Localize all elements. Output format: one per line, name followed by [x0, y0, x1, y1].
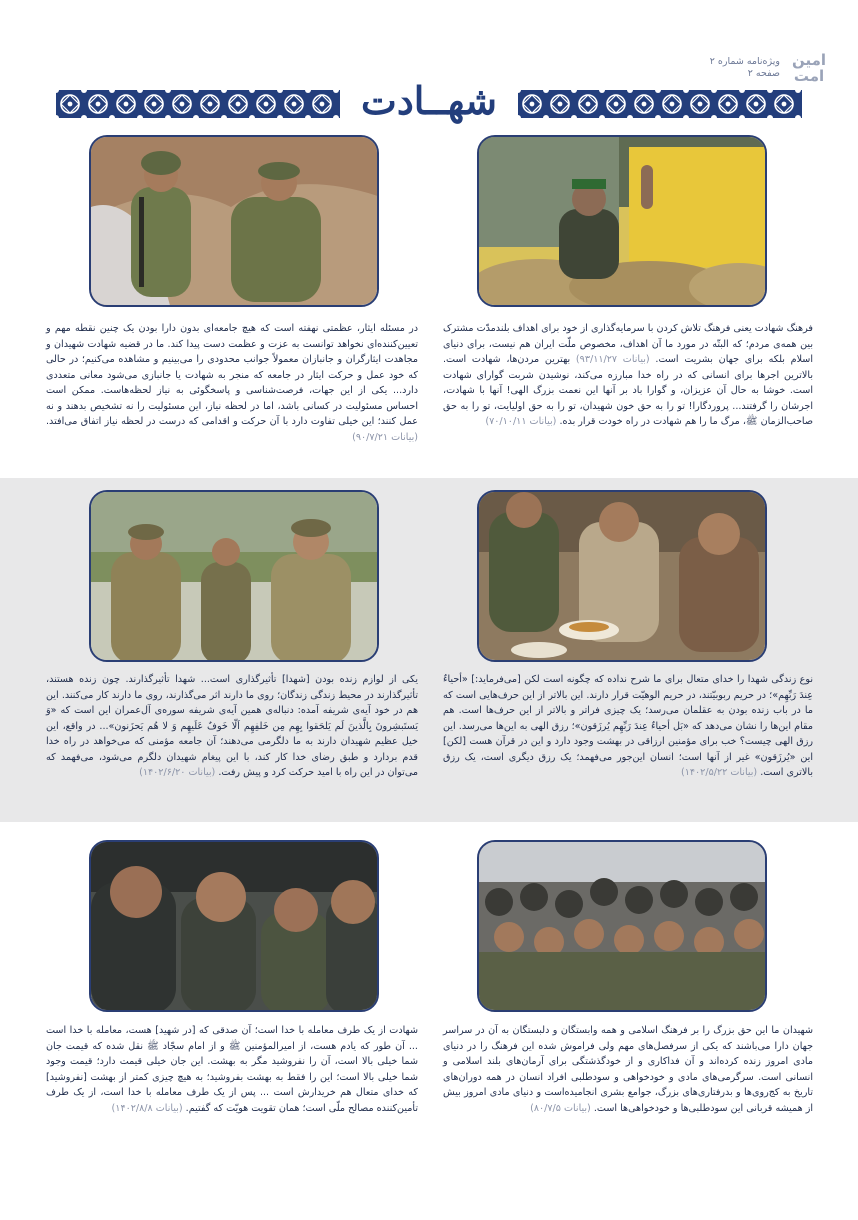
- crowd-of-fighters-image: [479, 842, 767, 1012]
- rezgh-body: [443, 672, 813, 781]
- hagh-photo: [477, 840, 767, 1012]
- page-number: صفحه ۲: [747, 68, 780, 79]
- rezgh-ref: (بیانات ۱۴۰۲/۵/۲۲): [680, 767, 758, 778]
- issue-info: [692, 56, 780, 80]
- logo-line-1: امین: [791, 51, 827, 69]
- moamele-text: شهادت از یک طرف معامله با خدا است؛ آن صدقی که [در شهید] هست، معامله با خدا است ... آن طور که یادم هست، از امیرالمؤمنین ﷺ و از امام سجّاد ﷺ نقل شده که قیمت جان شما خیلی بالا است، آن را نفروشید مگر به بهشت. این جان خیلی قیمت دارد؛ قیمت وجود شما خیلی بالا است؛ این را فقط به بهشت بفروشید؛ به هیچ چیزی کمتر از بهشت [نفروشید] که خدای متعال هم خریدارش است ... پس از یک طرف معامله با خدا است، از یک طرف تأمین‌کننده مصالح ملّی است؛ همان تقویت هویّت که گفتیم.: [46, 1025, 418, 1114]
- khosha-photo: [477, 135, 767, 307]
- khosha-ref-1: (بیانات ۹۳/۱۱/۲۷): [575, 354, 650, 365]
- ornament-band-right: [518, 90, 802, 118]
- rezgh-photo: [477, 490, 767, 662]
- tasir-photo: [89, 490, 379, 662]
- bearded-fighters-closeup-image: [91, 842, 379, 1012]
- moamele-photo: [89, 840, 379, 1012]
- page-header: [0, 0, 858, 130]
- azemat-body: [46, 321, 418, 445]
- tasir-body: [46, 672, 418, 781]
- khosha-text-1: فرهنگ شهادت یعنی فرهنگ تلاش کردن با سرمایه‌گذاری از خود برای اهداف بلندمدّت مشترک بین همه‌ی مردم؛ که البتّه در مورد ما آن اهداف، مخصوص ملّت ایران هم نیست، برای دنیای اسلام بلکه برای جهان بشریت است.: [443, 323, 814, 365]
- fighters-sharing-meal-image: [479, 492, 767, 662]
- tasir-ref: (بیانات ۱۴۰۲/۶/۲۰): [139, 767, 216, 778]
- hagh-body: [443, 1023, 813, 1116]
- tasir-text: یکی از لوازم زنده بودن [شهدا] تأثیرگذاری است... شهدا تأثیرگذارند. چون زنده هستند، تأثیرگذارند در محیط زندگی زندگان؛ روی ما دارند اثر می‌گذارند، روی ما دارند کار می‌کنند. این هم در خود آیه‌ی شریفه آمده: دنباله‌ی همین آیه‌ی شریفه سوره‌ی آل‌عمران این است که «وَ یَستَبشِرونَ بِالَّذینَ لَم یَلحَقوا بِهِم مِن خَلفِهِم اَلّا خَوفٌ عَلَیهِم وَ لا هُم یَحزَنون»... در واقع، این خیل عظیم شهیدان دارند به ما دلگرمی می‌دهند؛ آن جامعه مؤمنی که می‌خواهد در راه خدا قدم بردارد و طبق رضای خدا کار کند، با این پیغام شهیدان دلگرم می‌شود، می‌فهمد که می‌توان در این راه با امید حرکت کرد و پیش رفت.: [46, 674, 418, 778]
- hagh-text: شهیدان ما این حق بزرگ را بر فرهنگ اسلامی و همه وابستگان و دلبستگان به آن در سراسر جهان دارا می‌باشند که یکی از سرفصل‌های مهم ولی فراموش شده این فرهنگ را در دنیای مادی امروز زنده کرده‌اند و آن فداکاری و از خودگذشتگی برای آرمان‌های بلند اسلامی و انسانی است. سرگرمی‌های مادی و خودخواهی و سودطلبی افراد انسان در همه دوران‌های تاریخ به کج‌روی‌ها و بدرفتاری‌های بزرگ، جوامع بشری انجامیده‌است و دنیای مادی امروز بیش از همیشه قربانی این سودطلبی‌ها و خودخواهی‌ها است.: [443, 1025, 813, 1114]
- commander-with-raised-hand-image: [479, 137, 767, 307]
- azemat-ref: (بیانات ۹۰/۷/۲۱): [352, 431, 418, 443]
- ornament-band-left: [56, 90, 340, 118]
- khosha-body: [443, 321, 813, 430]
- officers-walking-image: [91, 492, 379, 662]
- azemat-photo: [89, 135, 379, 307]
- soldiers-in-trench-image: [91, 137, 379, 307]
- issue-number: ویژه‌نامه شماره ۲: [709, 56, 780, 67]
- moamele-body: [46, 1023, 418, 1116]
- page-title: شهــادت: [361, 78, 497, 123]
- publication-logo: [783, 52, 835, 86]
- moamele-ref: (بیانات ۱۴۰۲/۸/۸): [111, 1102, 183, 1114]
- khosha-text-2: بهترین مردن‌ها، شهادت است. بالاترین اجرها برای انسانی که در راه خدا مبارزه می‌کند، نوشیدن شربت گوارای شهادت است. خوشا به حال آن عزیزان، و گوارا باد بر آنها این نعمت بزرگ الهی! آنها با شهادت، اجرشان را گرفتند... پروردگارا! تو را به حق خون شهیدان، تو را به حق اولیایت، تو را به حق صاحب‌الزمان ﷺ، مرگ ما را هم شهادت در راه خودت قرار بده.: [443, 354, 813, 427]
- khosha-ref-2: (بیانات ۷۰/۱۰/۱۱): [485, 416, 557, 427]
- azemat-text: در مسئله ایثار، عظمتی نهفته است که هیچ جامعه‌ای بدون دارا بودن یک چنین نقطه مهم و تعیین‌کننده‌ای نخواهد توانست به عزت و عظمت دست پیدا کند. ما در قضیه شهادت شهیدان و مجاهدت ایثارگران و جانبازان معمولاً جوانب محدودی را می‌بینیم و مشاهده می‌کنیم؛ در حالی که خود عمل و حرکت ایثار در جامعه که منجر به شهادت یا جانبازی می‌شود معانی متعددی دارد... یکی از این جهات، فرصت‌شناسی و پاسخگوئی به نیاز لحظه‌هاست. ممکن است احساس مسئولیت در کسانی باشد، اما در لحظه نیاز، این مسئولیت را نه تشخیص بدهند و نه عمل کنند؛ این خیلی تفاوت دارد با آن حرکت و اقدامی که درست در لحظه نیاز اتفاق می‌افتد.: [46, 323, 418, 427]
- logo-line-2: امت: [793, 67, 825, 85]
- hagh-ref: (بیانات ۸۰/۷/۵): [530, 1102, 591, 1114]
- rezgh-text: نوع زندگی شهدا را خدای متعال برای ما شرح نداده که چگونه است لکن [می‌فرماید:] «أحیاءٌ عِندَ رَبِّهِم»؛ در حریم ربوبیّتند، در حریم الوهیّت قرار دارند. این بالاتر از این حرف‌هایی است که ما در باب زنده بودن به عقلمان می‌رسد؛ یک چیزی فراتر و بالاتر از این حرف‌ها است. هم مقام این‌ها را نشان می‌دهد که «بَل أحیاءٌ عِندَ رَبِّهِم یُرزَقون»؛ رزق الهی به این‌ها می‌رسد. این رزق الهی چیست؟ خب برای مؤمنین ارزاقی در بهشت وجود دارد و این در قرآن هست [لکن] این «یُرزَقون» غیر از آنها است؛ انسان این‌جور می‌فهمد؛ یک رزق دیگری است، یک رزق بالاتری است.: [443, 674, 813, 778]
